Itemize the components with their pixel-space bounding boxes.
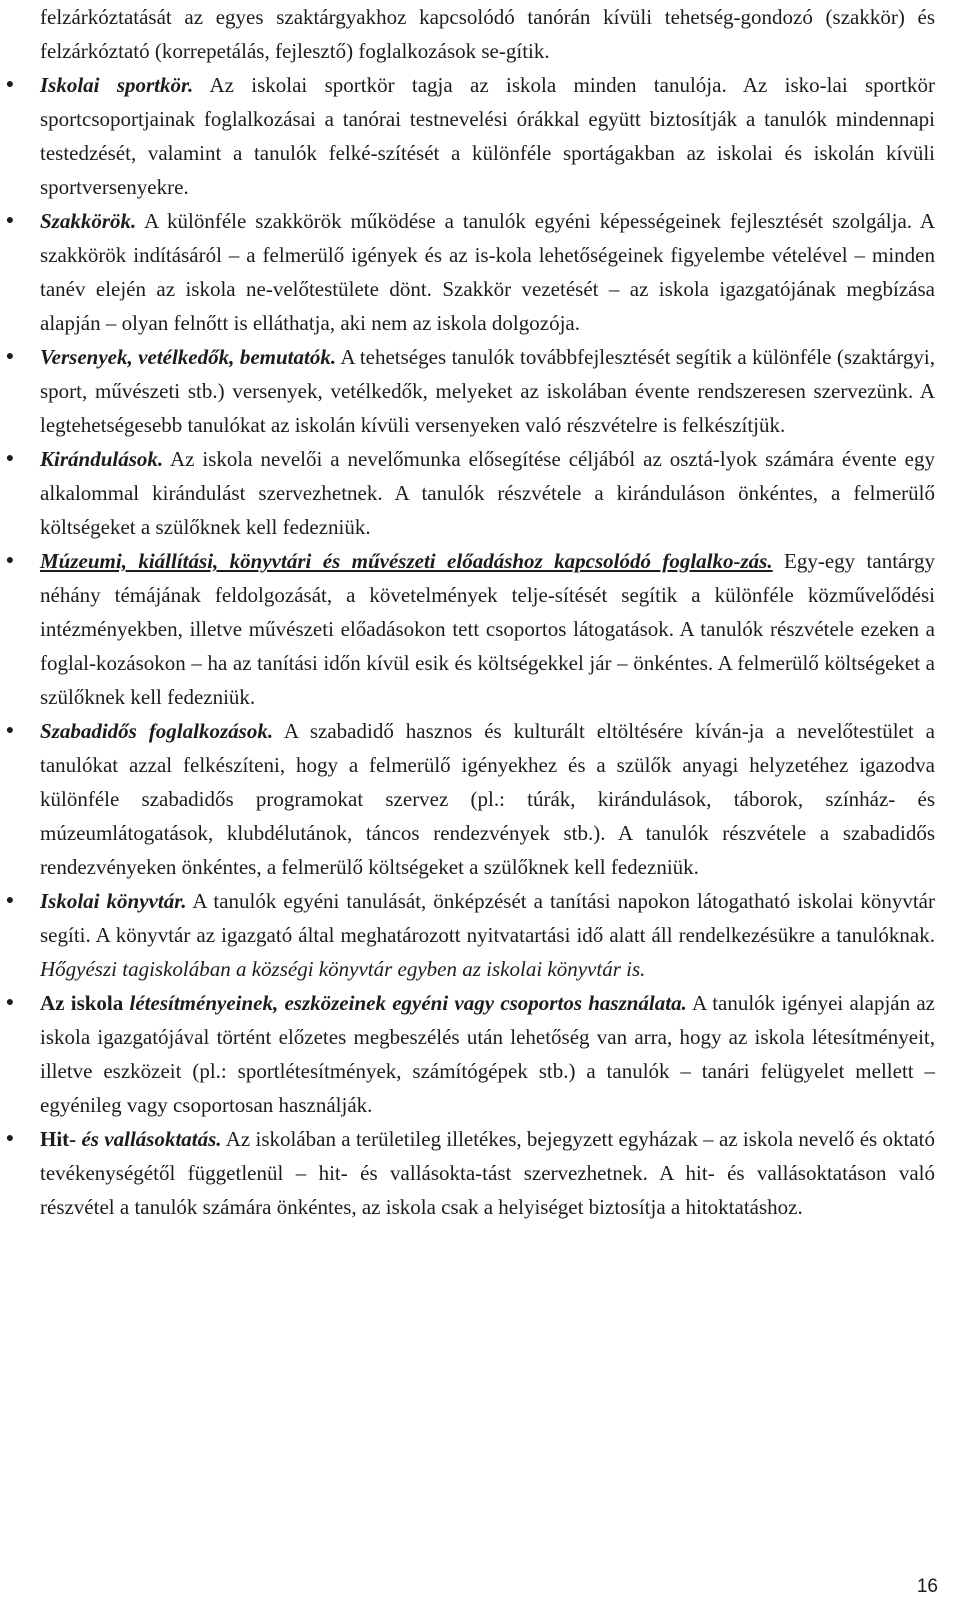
item-lead: létesítményeinek, eszközeinek egyéni vagy csoportos használata.: [123, 991, 687, 1015]
item-lead-plain: Hit-: [40, 1127, 77, 1151]
list-item: [0, 340, 935, 442]
item-text: A tehetséges tanulók továbbfejlesztését segítik a különféle (szaktárgyi, sport, művészeti stb.) versenyek, vetélkedők, melyeket az iskolában évente rendszeresen szervezünk. A legtehetségesebb tanulókat az iskolán kívüli versenyeken való részvételre is felkészítjük.: [40, 345, 935, 437]
bullet-icon: ●: [5, 213, 15, 228]
page-number: 16: [916, 1576, 938, 1597]
item-text: Egy-egy tantárgy néhány témájának feldolgozását, a követelmények telje-sítését segítik a különféle közművelődési intézményekben, illetve művészeti előadásokon tett csoportos látogatások. A tanulók részvétele ezeken a foglal-kozásokon – ha az tanítási időn kívül esik és költségekkel jár – önkéntes. A felmerülő költségeket a szülőknek kell fedezniük.: [40, 549, 935, 709]
item-lead: Iskolai sportkör.: [40, 73, 194, 97]
list-item: [0, 1122, 935, 1224]
bullet-icon: ●: [5, 349, 15, 364]
item-text: Az iskolában a területileg illetékes, bejegyzett egyházak – az iskola nevelő és oktató tevékenységétől függetlenül – hit- és vallásokta-tást szervezhetnek. A hit- és vallásoktatáson való részvétel a tanulók számára önkéntes, az iskola csak a helyiséget biztosítja a hitoktatáshoz.: [40, 1127, 935, 1219]
item-lead: és vallásoktatás.: [76, 1127, 222, 1151]
item-lead: Szabadidős foglalkozások.: [40, 719, 274, 743]
item-lead: Szakkörök.: [40, 209, 137, 233]
intro-paragraph: felzárkóztatását az egyes szaktárgyakhoz kapcsolódó tanórán kívüli tehetség-gondozó (szakkör) és felzárkóztató (korrepetálás, fejlesztő) foglalkozások se-gítik.: [40, 5, 935, 63]
list-item: [0, 986, 935, 1122]
item-lead: Kirándulások.: [40, 447, 164, 471]
bullet-icon: ●: [5, 1131, 15, 1146]
bullet-icon: ●: [5, 451, 15, 466]
item-lead: Versenyek, vetélkedők, bemutatók.: [40, 345, 337, 369]
item-text: Az iskolai sportkör tagja az iskola minden tanulója. Az isko-lai sportkör sportcsoportjainak foglalkozásai a tanórai testnevelési órákkal együtt biztosítják a tanulók mindennapi testedzését, valamint a tanulók felké-szítését a különféle sportágakban az iskolai és iskolán kívüli sportversenyekre.: [40, 73, 935, 199]
item-text: A szabadidő hasznos és kulturált eltöltésére kíván-ja a nevelőtestület a tanulókat azzal felkészíteni, hogy a felmerülő igényekhez és a szülők anyagi helyzetéhez igazodva különféle szabadidős programokat szervez (pl.: túrák, kirándulások, táborok, színház- és múzeumlátogatások, klubdélutánok, táncos rendezvények stb.). A tanulók részvétele a szabadidős rendezvényeken önkéntes, a felmerülő költségeket a szülőknek kell fedezniük.: [40, 719, 935, 879]
activity-list: [0, 68, 960, 1224]
bullet-icon: ●: [5, 77, 15, 92]
bullet-icon: ●: [5, 995, 15, 1010]
item-lead-plain: Az iskola: [40, 991, 124, 1015]
list-item: [0, 544, 935, 714]
list-item: [0, 714, 935, 884]
item-text: A különféle szakkörök működése a tanulók egyéni képességeinek fejlesztését szolgálja. A szakkörök indításáról – a felmerülő igények és az is-kola lehetőségeinek figyelembe vételével – minden tanév elején az iskola ne-velőtestülete dönt. Szakkör vezetését – az iskola igazgatójának megbízása alapján – olyan felnőtt is elláthatja, aki nem az iskola dolgozója.: [40, 209, 935, 335]
bullet-icon: ●: [5, 553, 15, 568]
list-item: [0, 204, 935, 340]
list-item: [0, 884, 935, 986]
item-lead: Múzeumi, kiállítási, könyvtári és művészeti előadáshoz kapcsolódó foglalko-zás.: [40, 549, 773, 573]
item-lead: Iskolai könyvtár.: [40, 889, 187, 913]
item-note: Hőgyészi tagiskolában a községi könyvtár egyben az iskolai könyvtár is.: [40, 957, 646, 981]
bullet-icon: ●: [5, 723, 15, 738]
item-text: Az iskola nevelői a nevelőmunka elősegítése céljából az osztá-lyok számára évente egy alkalommal kirándulást szervezhetnek. A tanulók részvétele a kiránduláson önkéntes, a felmerülő költségeket a szülőknek kell fedezniük.: [40, 447, 935, 539]
bullet-icon: ●: [5, 893, 15, 908]
list-item: [0, 442, 935, 544]
list-item: [0, 68, 935, 204]
item-text: A tanulók egyéni tanulását, önképzését a tanítási napokon látogatható iskolai könyvtár segíti. A könyvtár az igazgató által meghatározott nyitvatartási idő alatt áll rendelkezésükre a tanulóknak.: [40, 889, 936, 947]
item-text: A tanulók igényei alapján az iskola igazgatójával történt előzetes megbeszélés után lehetőség van arra, hogy az iskola létesítményeit, illetve eszközeit (pl.: sportlétesítmények, számítógépek stb.) a tanulók – tanári felügyelet mellett – egyénileg vagy csoportosan használják.: [40, 991, 936, 1117]
